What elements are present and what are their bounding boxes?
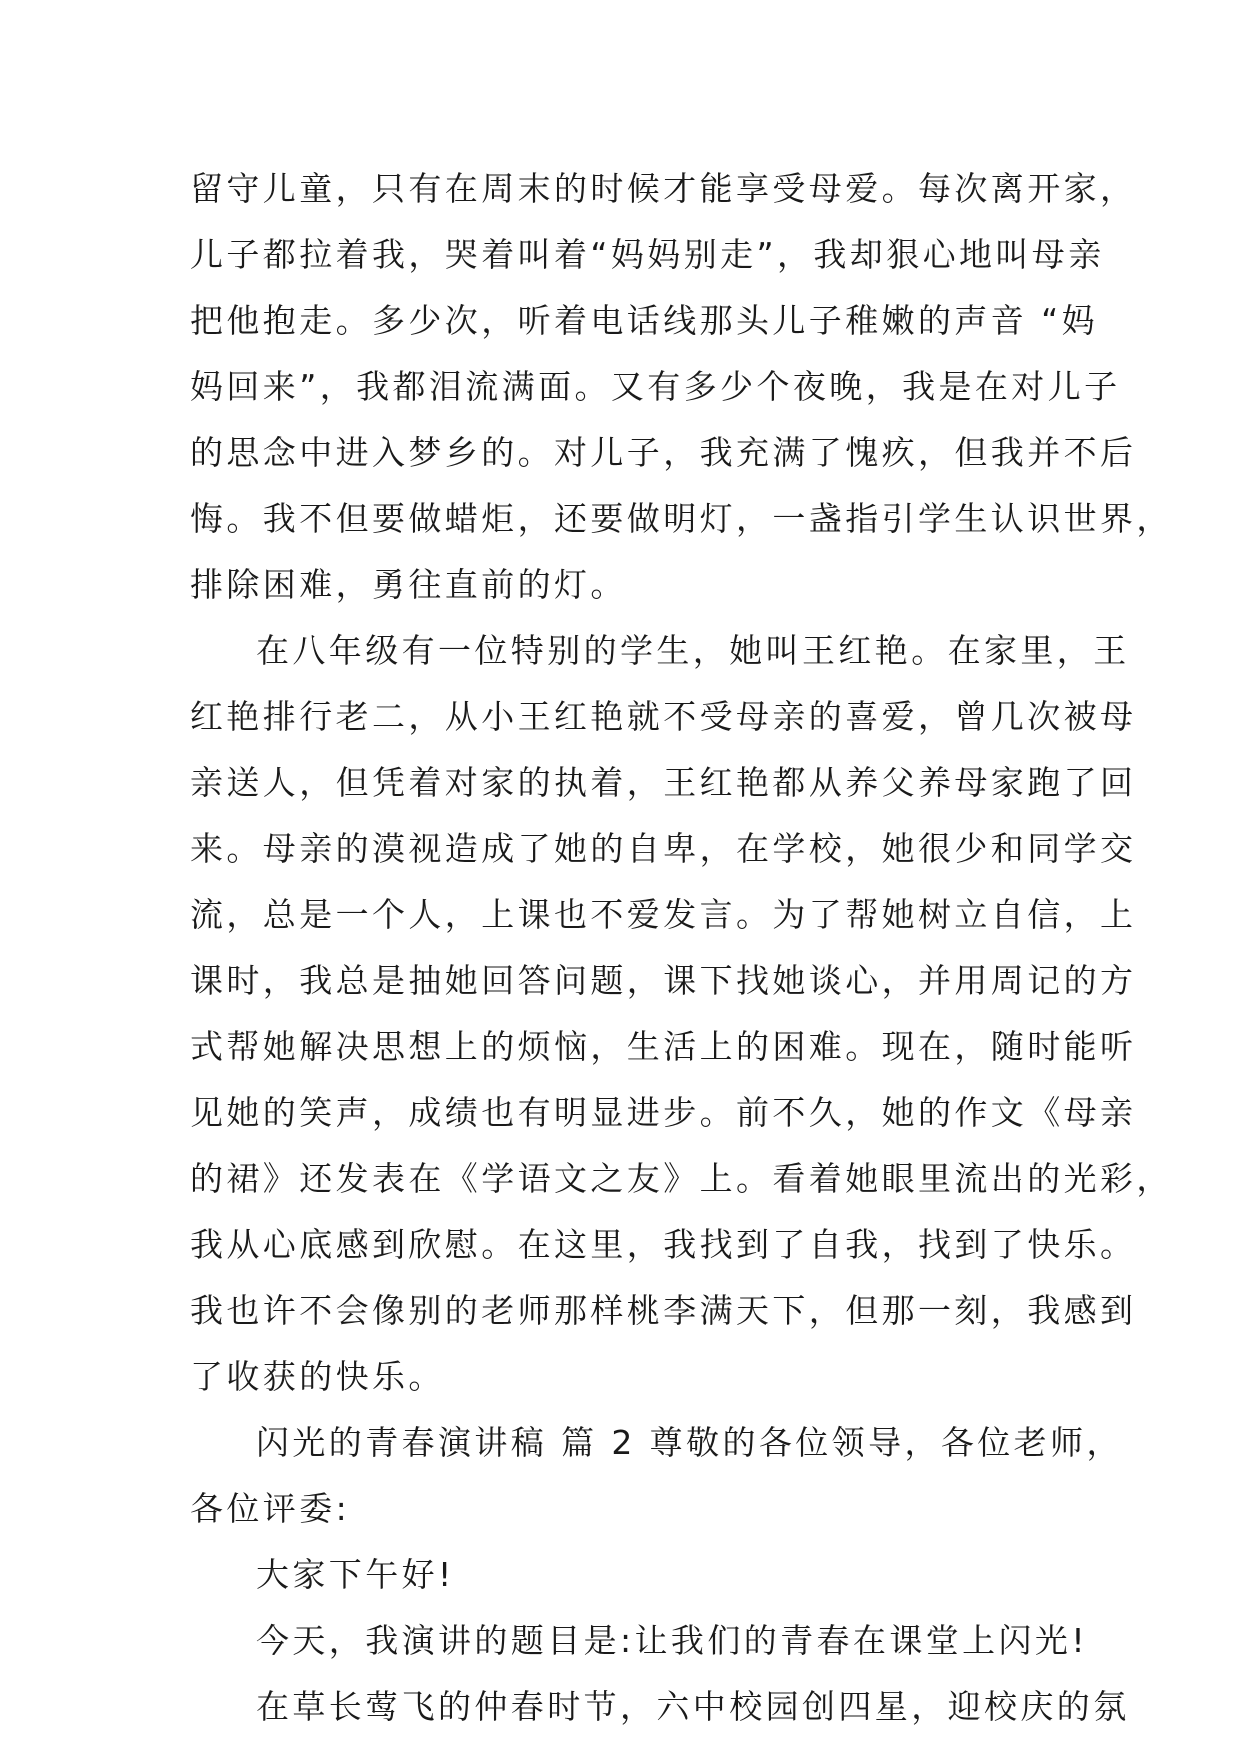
text-line: 排除困难，勇往直前的灯。: [190, 565, 627, 604]
text-line: 把他抱走。多少次，听着电话线那头儿子稚嫩的声音 “妈: [190, 301, 1098, 340]
paragraph-start-line: 在八年级有一位特别的学生，她叫王红艳。在家里，王: [256, 631, 1130, 670]
text-line: 悔。我不但要做蜡炬，还要做明灯，一盏指引学生认识世界，: [190, 499, 1173, 538]
text-line: 留守儿童，只有在周末的时候才能享受母爱。每次离开家，: [190, 169, 1137, 208]
section-heading-line: 闪光的青春演讲稿 篇 2 尊敬的各位领导，各位老师，: [256, 1423, 1123, 1462]
text-line: 儿子都拉着我，哭着叫着“妈妈别走”，我却狠心地叫母亲: [190, 235, 1105, 274]
text-line: 我从心底感到欣慰。在这里，我找到了自我，找到了快乐。: [190, 1225, 1137, 1264]
text-line: 我也许不会像别的老师那样桃李满天下，但那一刻，我感到: [190, 1291, 1137, 1330]
body-text: [190, 156, 1173, 1740]
text-line: 流，总是一个人，上课也不爱发言。为了帮她树立自信，上: [190, 895, 1137, 934]
text-line: 的裙》还发表在《学语文之友》上。看着她眼里流出的光彩，: [190, 1159, 1173, 1198]
text-line: 的思念中进入梦乡的。对儿子，我充满了愧疚，但我并不后: [190, 433, 1137, 472]
text-line: 了收获的快乐。: [190, 1357, 445, 1396]
text-line: 各位评委:: [190, 1489, 351, 1528]
paragraph-start-line: 在草长莺飞的仲春时节，六中校园创四星，迎校庆的氛: [256, 1687, 1130, 1726]
paragraph-start-line: 今天，我演讲的题目是:让我们的青春在课堂上闪光!: [256, 1621, 1088, 1660]
greeting-line: 大家下午好!: [256, 1555, 455, 1594]
text-line: 式帮她解决思想上的烦恼，生活上的困难。现在，随时能听: [190, 1027, 1137, 1066]
text-line: 课时，我总是抽她回答问题，课下找她谈心，并用周记的方: [190, 961, 1137, 1000]
text-line: 见她的笑声，成绩也有明显进步。前不久，她的作文《母亲: [190, 1093, 1137, 1132]
text-line: 红艳排行老二，从小王红艳就不受母亲的喜爱，曾几次被母: [190, 697, 1137, 736]
text-line: 来。母亲的漠视造成了她的自卑，在学校，她很少和同学交: [190, 829, 1137, 868]
text-line: 亲送人，但凭着对家的执着，王红艳都从养父养母家跑了回: [190, 763, 1137, 802]
text-line: 妈回来”，我都泪流满面。又有多少个夜晚，我是在对儿子: [190, 367, 1121, 406]
